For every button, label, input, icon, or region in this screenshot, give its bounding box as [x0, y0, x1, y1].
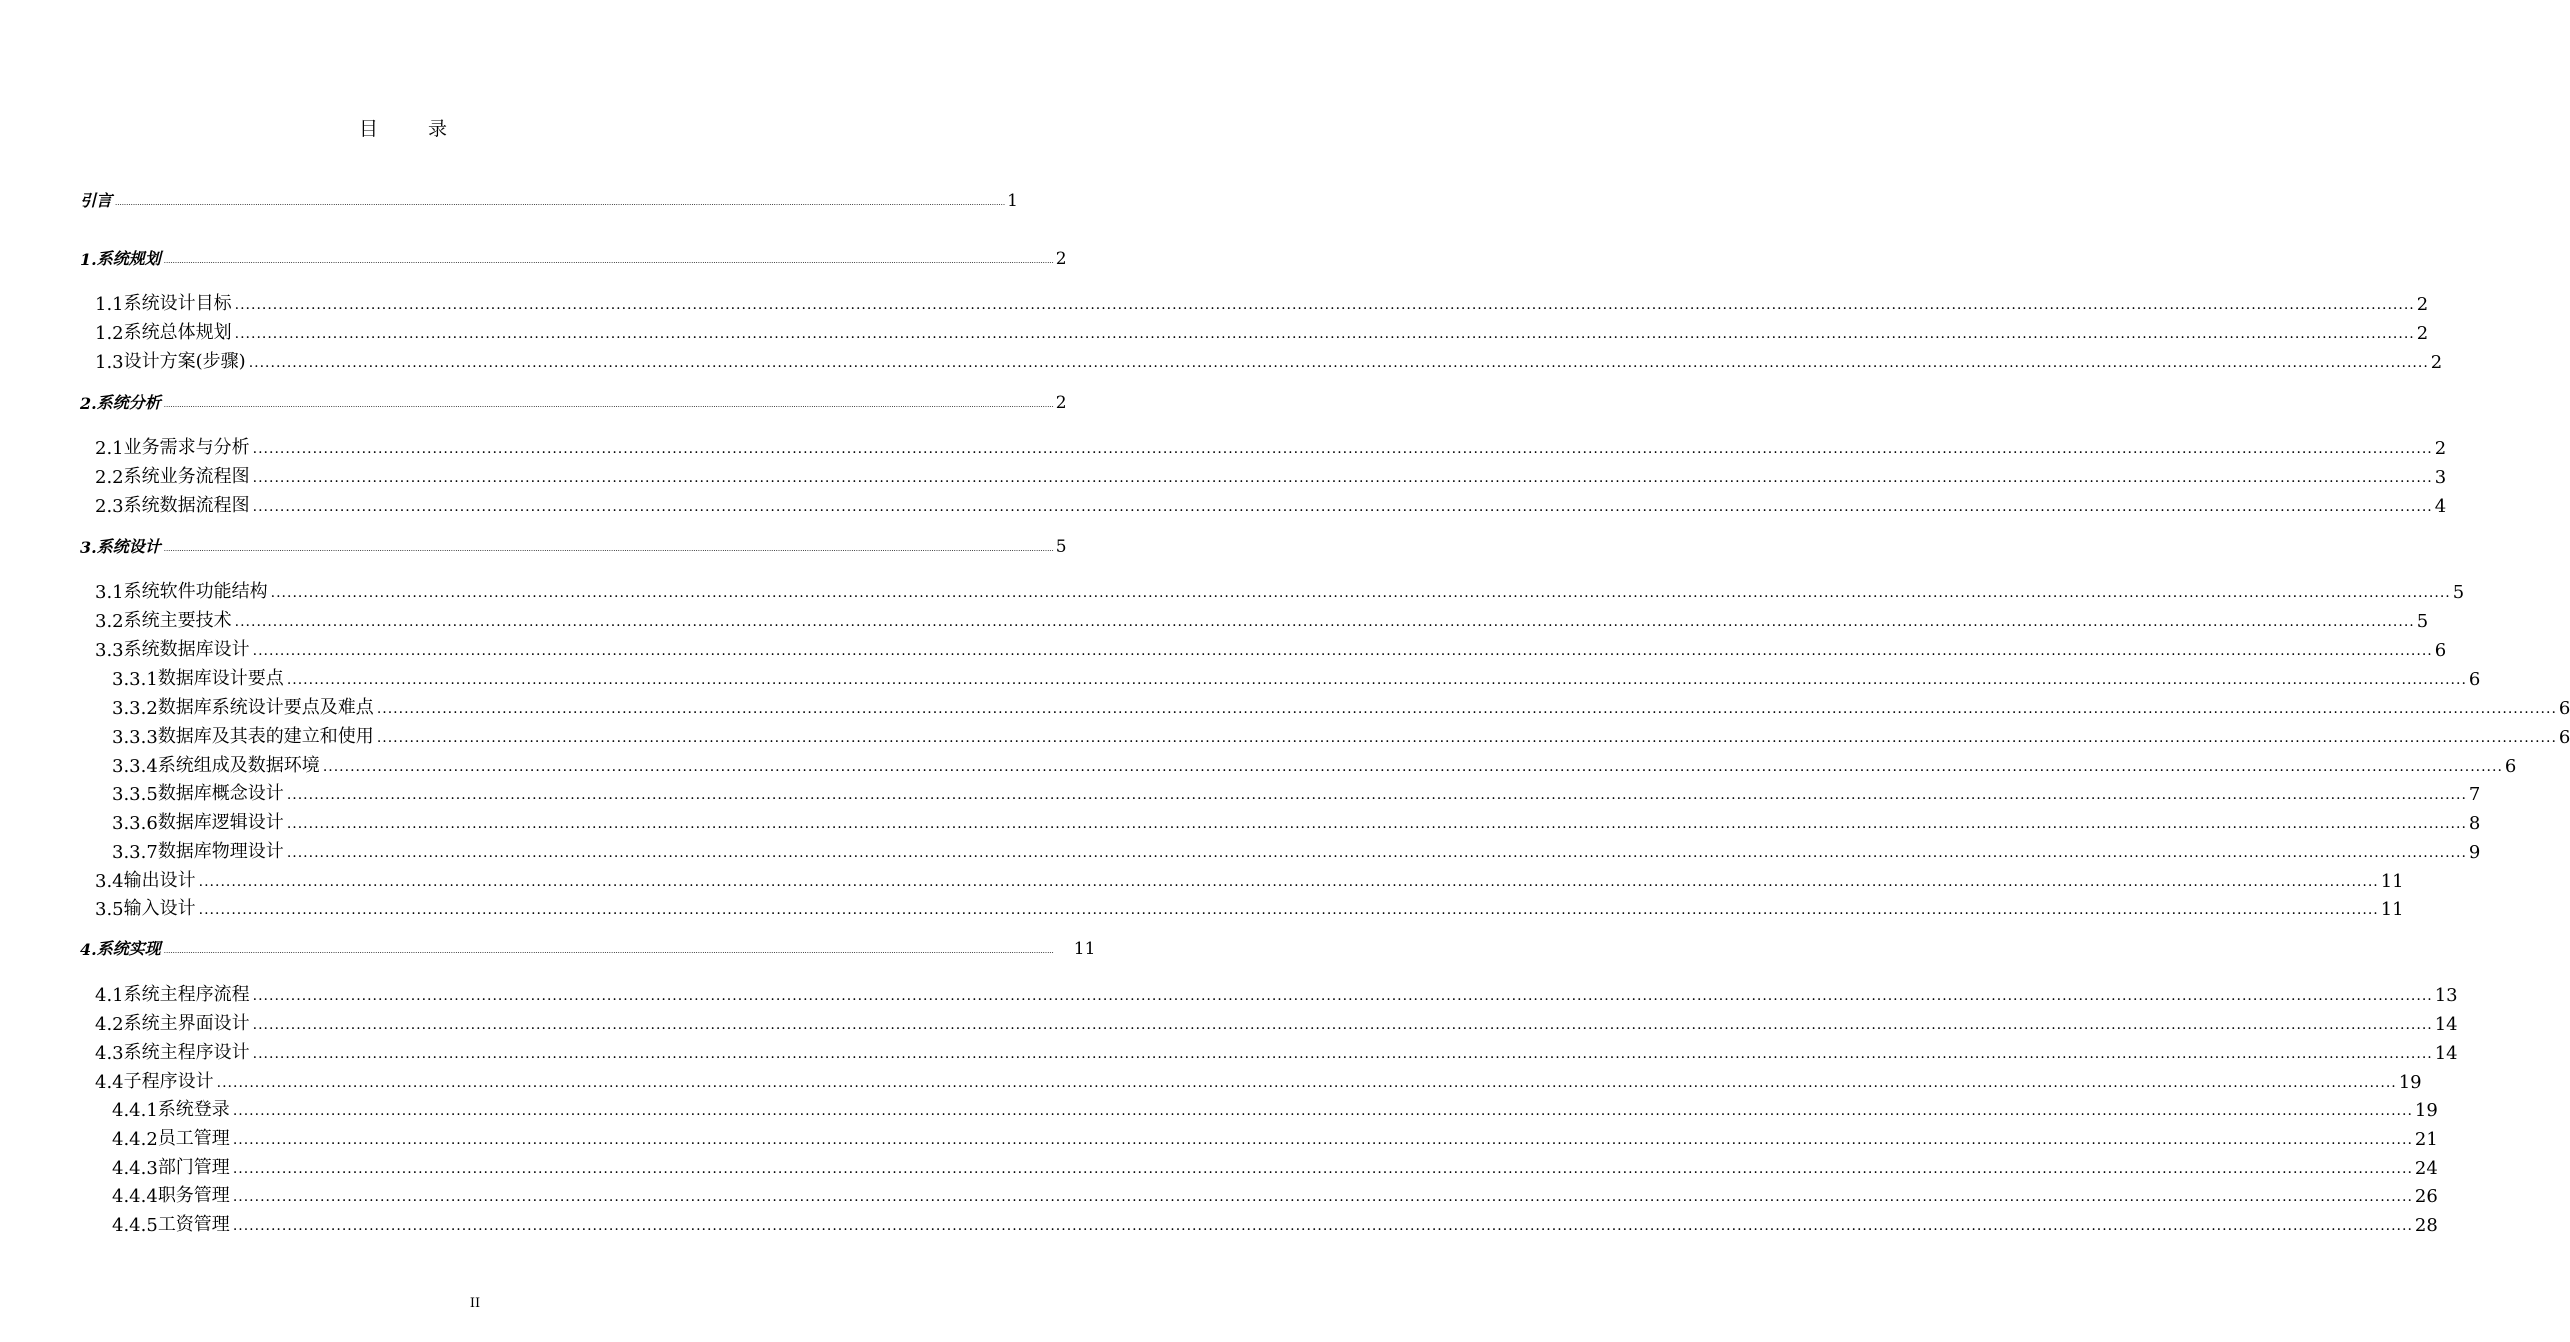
toc-entry[interactable]: [95, 866, 2404, 892]
toc-entry-number: 3.: [80, 538, 97, 557]
toc-entry-label: 数据库物理设计: [157, 841, 284, 862]
toc-entry-page: 6: [2558, 698, 2570, 719]
toc-entry[interactable]: [112, 664, 2481, 690]
toc-entry-number: 3.3.6: [112, 813, 158, 834]
toc-entry[interactable]: [95, 1067, 2422, 1093]
toc-entry-label: 引言: [80, 191, 113, 210]
toc-entry-page: 8: [2468, 813, 2481, 834]
toc-entry-label: 系统登录: [157, 1099, 230, 1120]
toc-entry-page: 2: [1055, 249, 1067, 269]
toc-entry-label: 数据库系统设计要点及难点: [157, 697, 374, 718]
toc-entry-number: 2.3: [95, 496, 124, 517]
leader-dots: ................................................................................................................................................................................................................................................................................................................................................................................................................: [232, 1161, 2413, 1177]
toc-entry-number: 4.4: [95, 1072, 124, 1093]
toc-entry-number: 3.3.5: [112, 784, 158, 805]
toc-entry-label: 系统总体规划: [123, 322, 232, 343]
toc-entry-number: 3.1: [95, 582, 124, 603]
leader-dots: ................................................................................................................................................................................................................................................................................................................................................................................................................: [234, 297, 2415, 313]
toc-entry-page: 5: [2416, 611, 2429, 632]
toc-entry-label: 部门管理: [157, 1157, 230, 1178]
toc-entry-number: 4.4.5: [112, 1215, 158, 1236]
toc-entry-number: 3.3.2: [112, 698, 158, 719]
toc-entry-label: 系统实现: [96, 939, 161, 958]
toc-entry-label: 设计方案(步骤): [123, 351, 246, 372]
toc-entry[interactable]: [95, 980, 2458, 1006]
toc-entry-page: 11: [2380, 899, 2404, 920]
toc-entry-page: 2: [2416, 294, 2429, 315]
leader-dots: ................................................................................................................................................................................................................................................................................................................................................................................................................: [198, 902, 2379, 918]
toc-entry-page: 7: [2468, 784, 2481, 805]
toc-entry-label: 数据库概念设计: [157, 783, 284, 804]
leader-dots: ................................................................................................................................................................................................................................................................................................................................................................................................................: [232, 1103, 2413, 1119]
toc-entry-page: 19: [2398, 1072, 2422, 1093]
toc-entry-label: 系统数据流程图: [123, 495, 250, 516]
toc-entry-label: 工资管理: [157, 1214, 230, 1235]
toc-entry-page: 21: [2414, 1129, 2438, 1150]
toc-entry-label: 输出设计: [123, 870, 196, 891]
toc-entry-label: 系统数据库设计: [123, 639, 250, 660]
leader-dots: ................................................................................................................................................................................................................................................................................................................................................................................................................: [252, 470, 2433, 486]
toc-entry-page: 2: [1055, 393, 1067, 413]
toc-entry[interactable]: [95, 433, 2447, 459]
toc-entry-number: 4.4.3: [112, 1158, 158, 1179]
leader-dots: ................................................................................................................................................................................................................................................................................................................................................................................................................: [232, 1218, 2413, 1234]
toc-entry[interactable]: [80, 534, 1067, 557]
leader-dots: ................................................................................................................................................................................................................................................................................................................................................................................................................: [163, 257, 1054, 265]
toc-entry-page: 6: [2434, 640, 2447, 661]
toc-entry[interactable]: [95, 491, 2447, 517]
toc-entry-page: 3: [2434, 467, 2447, 488]
toc-entry-number: 1.2: [95, 323, 124, 344]
toc-entry-page: 24: [2414, 1158, 2438, 1179]
toc-entry[interactable]: [112, 837, 2481, 863]
toc-entry-label: 员工管理: [157, 1128, 230, 1149]
toc-entry-number: 3.3.3: [112, 727, 158, 748]
leader-dots: ................................................................................................................................................................................................................................................................................................................................................................................................................: [286, 787, 2467, 803]
toc-entry[interactable]: [112, 693, 2570, 719]
toc-entry[interactable]: [112, 1181, 2438, 1207]
leader-dots: ................................................................................................................................................................................................................................................................................................................................................................................................................: [163, 947, 1054, 955]
toc-entry-label: 系统组成及数据环境: [157, 755, 320, 776]
leader-dots: ................................................................................................................................................................................................................................................................................................................................................................................................................: [216, 1075, 2397, 1091]
toc-entry-label: 系统设计目标: [123, 293, 232, 314]
toc-entry-label: 业务需求与分析: [123, 437, 250, 458]
toc-entry-page: 6: [2504, 756, 2517, 777]
toc-entry-number: 3.3.4: [112, 756, 158, 777]
toc-entry-page: 13: [2434, 985, 2458, 1006]
toc-entry[interactable]: [95, 462, 2447, 488]
toc-entry-label: 系统主程序设计: [123, 1042, 250, 1063]
toc-entry-number: 1.3: [95, 352, 124, 373]
toc-entry-page: 28: [2414, 1215, 2438, 1236]
toc-entry[interactable]: [112, 1153, 2438, 1179]
toc-entry[interactable]: [95, 635, 2447, 661]
toc-entry-page: 5: [2452, 582, 2465, 603]
leader-dots: ................................................................................................................................................................................................................................................................................................................................................................................................................: [198, 874, 2379, 890]
toc-entry-label: 数据库逻辑设计: [157, 812, 284, 833]
leader-dots: ................................................................................................................................................................................................................................................................................................................................................................................................................: [232, 1132, 2413, 1148]
toc-entry-number: 3.3.1: [112, 669, 158, 690]
toc-entry[interactable]: [112, 722, 2570, 748]
toc-entry-number: 3.5: [95, 899, 124, 920]
toc-entry-label: 输入设计: [123, 898, 196, 919]
toc-entry-page: 2: [2430, 352, 2443, 373]
toc-entry[interactable]: [95, 318, 2429, 344]
toc-entry[interactable]: [112, 1124, 2438, 1150]
toc-entry-number: 3.3: [95, 640, 124, 661]
toc-entry-label: 系统业务流程图: [123, 466, 250, 487]
toc-entry-number: 1.1: [95, 294, 124, 315]
toc-entry-number: 4.4.4: [112, 1186, 158, 1207]
leader-dots: ................................................................................................................................................................................................................................................................................................................................................................................................................: [252, 643, 2433, 659]
toc-entry-label: 系统规划: [96, 249, 161, 268]
toc-entry-page: 5: [1055, 537, 1067, 557]
toc-entry[interactable]: [112, 808, 2481, 834]
leader-dots: ................................................................................................................................................................................................................................................................................................................................................................................................................: [270, 585, 2451, 601]
toc-entry-number: 1.: [80, 250, 97, 269]
toc-entry-page: 14: [2434, 1014, 2458, 1035]
toc-entry-number: 2.2: [95, 467, 124, 488]
toc-entry[interactable]: [80, 936, 1096, 959]
toc-entry-page: 14: [2434, 1043, 2458, 1064]
toc-entry[interactable]: [112, 751, 2517, 777]
leader-dots: ................................................................................................................................................................................................................................................................................................................................................................................................................: [234, 326, 2415, 342]
toc-entry-number: 4.1: [95, 985, 124, 1006]
toc-entry-number: 4.3: [95, 1043, 124, 1064]
leader-dots: ................................................................................................................................................................................................................................................................................................................................................................................................................: [252, 499, 2433, 515]
leader-dots: ................................................................................................................................................................................................................................................................................................................................................................................................................: [163, 545, 1054, 553]
toc-entry-number: 2.1: [95, 438, 124, 459]
toc-entry-label: 系统设计: [96, 537, 161, 556]
leader-dots: ................................................................................................................................................................................................................................................................................................................................................................................................................: [252, 1046, 2433, 1062]
toc-entry-number: 4.4.1: [112, 1100, 158, 1121]
leader-dots: ................................................................................................................................................................................................................................................................................................................................................................................................................: [252, 441, 2433, 457]
toc-entry[interactable]: [95, 577, 2465, 603]
toc-entry[interactable]: [112, 1210, 2438, 1236]
toc-entry-page: 2: [2434, 438, 2447, 459]
toc-entry-number: 4.2: [95, 1014, 124, 1035]
toc-entry[interactable]: [112, 779, 2481, 805]
toc-entry-page: 1: [1007, 191, 1018, 211]
toc-entry-label: 数据库及其表的建立和使用: [157, 726, 374, 747]
leader-dots: ................................................................................................................................................................................................................................................................................................................................................................................................................: [376, 730, 2557, 746]
toc-entry[interactable]: [95, 894, 2404, 920]
toc-entry-page: 11: [1073, 939, 1096, 959]
toc-entry-label: 子程序设计: [123, 1071, 214, 1092]
toc-entry[interactable]: [112, 1095, 2438, 1121]
toc-entry-page: 4: [2434, 496, 2447, 517]
toc-entry[interactable]: [80, 390, 1067, 413]
leader-dots: ................................................................................................................................................................................................................................................................................................................................................................................................................: [163, 401, 1054, 409]
leader-dots: ................................................................................................................................................................................................................................................................................................................................................................................................................: [286, 816, 2467, 832]
toc-entry-label: 系统主界面设计: [123, 1013, 250, 1034]
leader-dots: ................................................................................................................................................................................................................................................................................................................................................................................................................: [252, 1017, 2433, 1033]
toc-entry-page: 11: [2380, 871, 2404, 892]
toc-entry-page: 6: [2468, 669, 2481, 690]
leader-dots: ................................................................................................................................................................................................................................................................................................................................................................................................................: [322, 759, 2503, 775]
toc-entry-number: 4.4.2: [112, 1129, 158, 1150]
leader-dots: ................................................................................................................................................................................................................................................................................................................................................................................................................: [252, 988, 2433, 1004]
toc-entry-page: 26: [2414, 1186, 2438, 1207]
leader-dots: ................................................................................................................................................................................................................................................................................................................................................................................................................: [376, 701, 2557, 717]
toc-entry[interactable]: [95, 606, 2429, 632]
toc-entry-number: 3.3.7: [112, 842, 158, 863]
toc-entry-label: 数据库设计要点: [157, 668, 284, 689]
toc-entry-number: 4.: [80, 940, 97, 959]
leader-dots: ................................................................................................................................................................................................................................................................................................................................................................................................................: [286, 672, 2467, 688]
leader-dots: ................................................................................................................................................................................................................................................................................................................................................................................................................: [248, 355, 2429, 371]
toc-entry[interactable]: [80, 246, 1067, 269]
toc-entry[interactable]: [95, 1009, 2458, 1035]
toc-entry-label: 系统软件功能结构: [123, 581, 268, 602]
page-footer-number: II: [469, 1296, 481, 1311]
toc-entry-number: 2.: [80, 394, 97, 413]
leader-dots: ................................................................................................................................................................................................................................................................................................................................................................................................................: [286, 845, 2467, 861]
toc-entry-number: 3.4: [95, 871, 124, 892]
toc-entry-page: 6: [2558, 727, 2570, 748]
toc-title: 目 录: [358, 118, 470, 140]
toc-entry-label: 职务管理: [157, 1185, 230, 1206]
toc-entry-number: 3.2: [95, 611, 124, 632]
toc-entry[interactable]: [95, 1038, 2458, 1064]
toc-entry-label: 系统主程序流程: [123, 984, 250, 1005]
toc-entry[interactable]: [95, 289, 2429, 315]
leader-dots: ................................................................................................................................................................................................................................................................................................................................................................................................................: [232, 1189, 2413, 1205]
toc-entry-label: 系统主要技术: [123, 610, 232, 631]
toc-entry-label: 系统分析: [96, 393, 161, 412]
leader-dots: ................................................................................................................................................................................................................................................................................................................................................................................................................: [115, 199, 1006, 207]
toc-entry-page: 9: [2468, 842, 2481, 863]
toc-entry-page: 19: [2414, 1100, 2438, 1121]
leader-dots: ................................................................................................................................................................................................................................................................................................................................................................................................................: [234, 614, 2415, 630]
toc-entry[interactable]: [80, 188, 1018, 211]
toc-entry[interactable]: [95, 347, 2443, 373]
toc-entry-page: 2: [2416, 323, 2429, 344]
